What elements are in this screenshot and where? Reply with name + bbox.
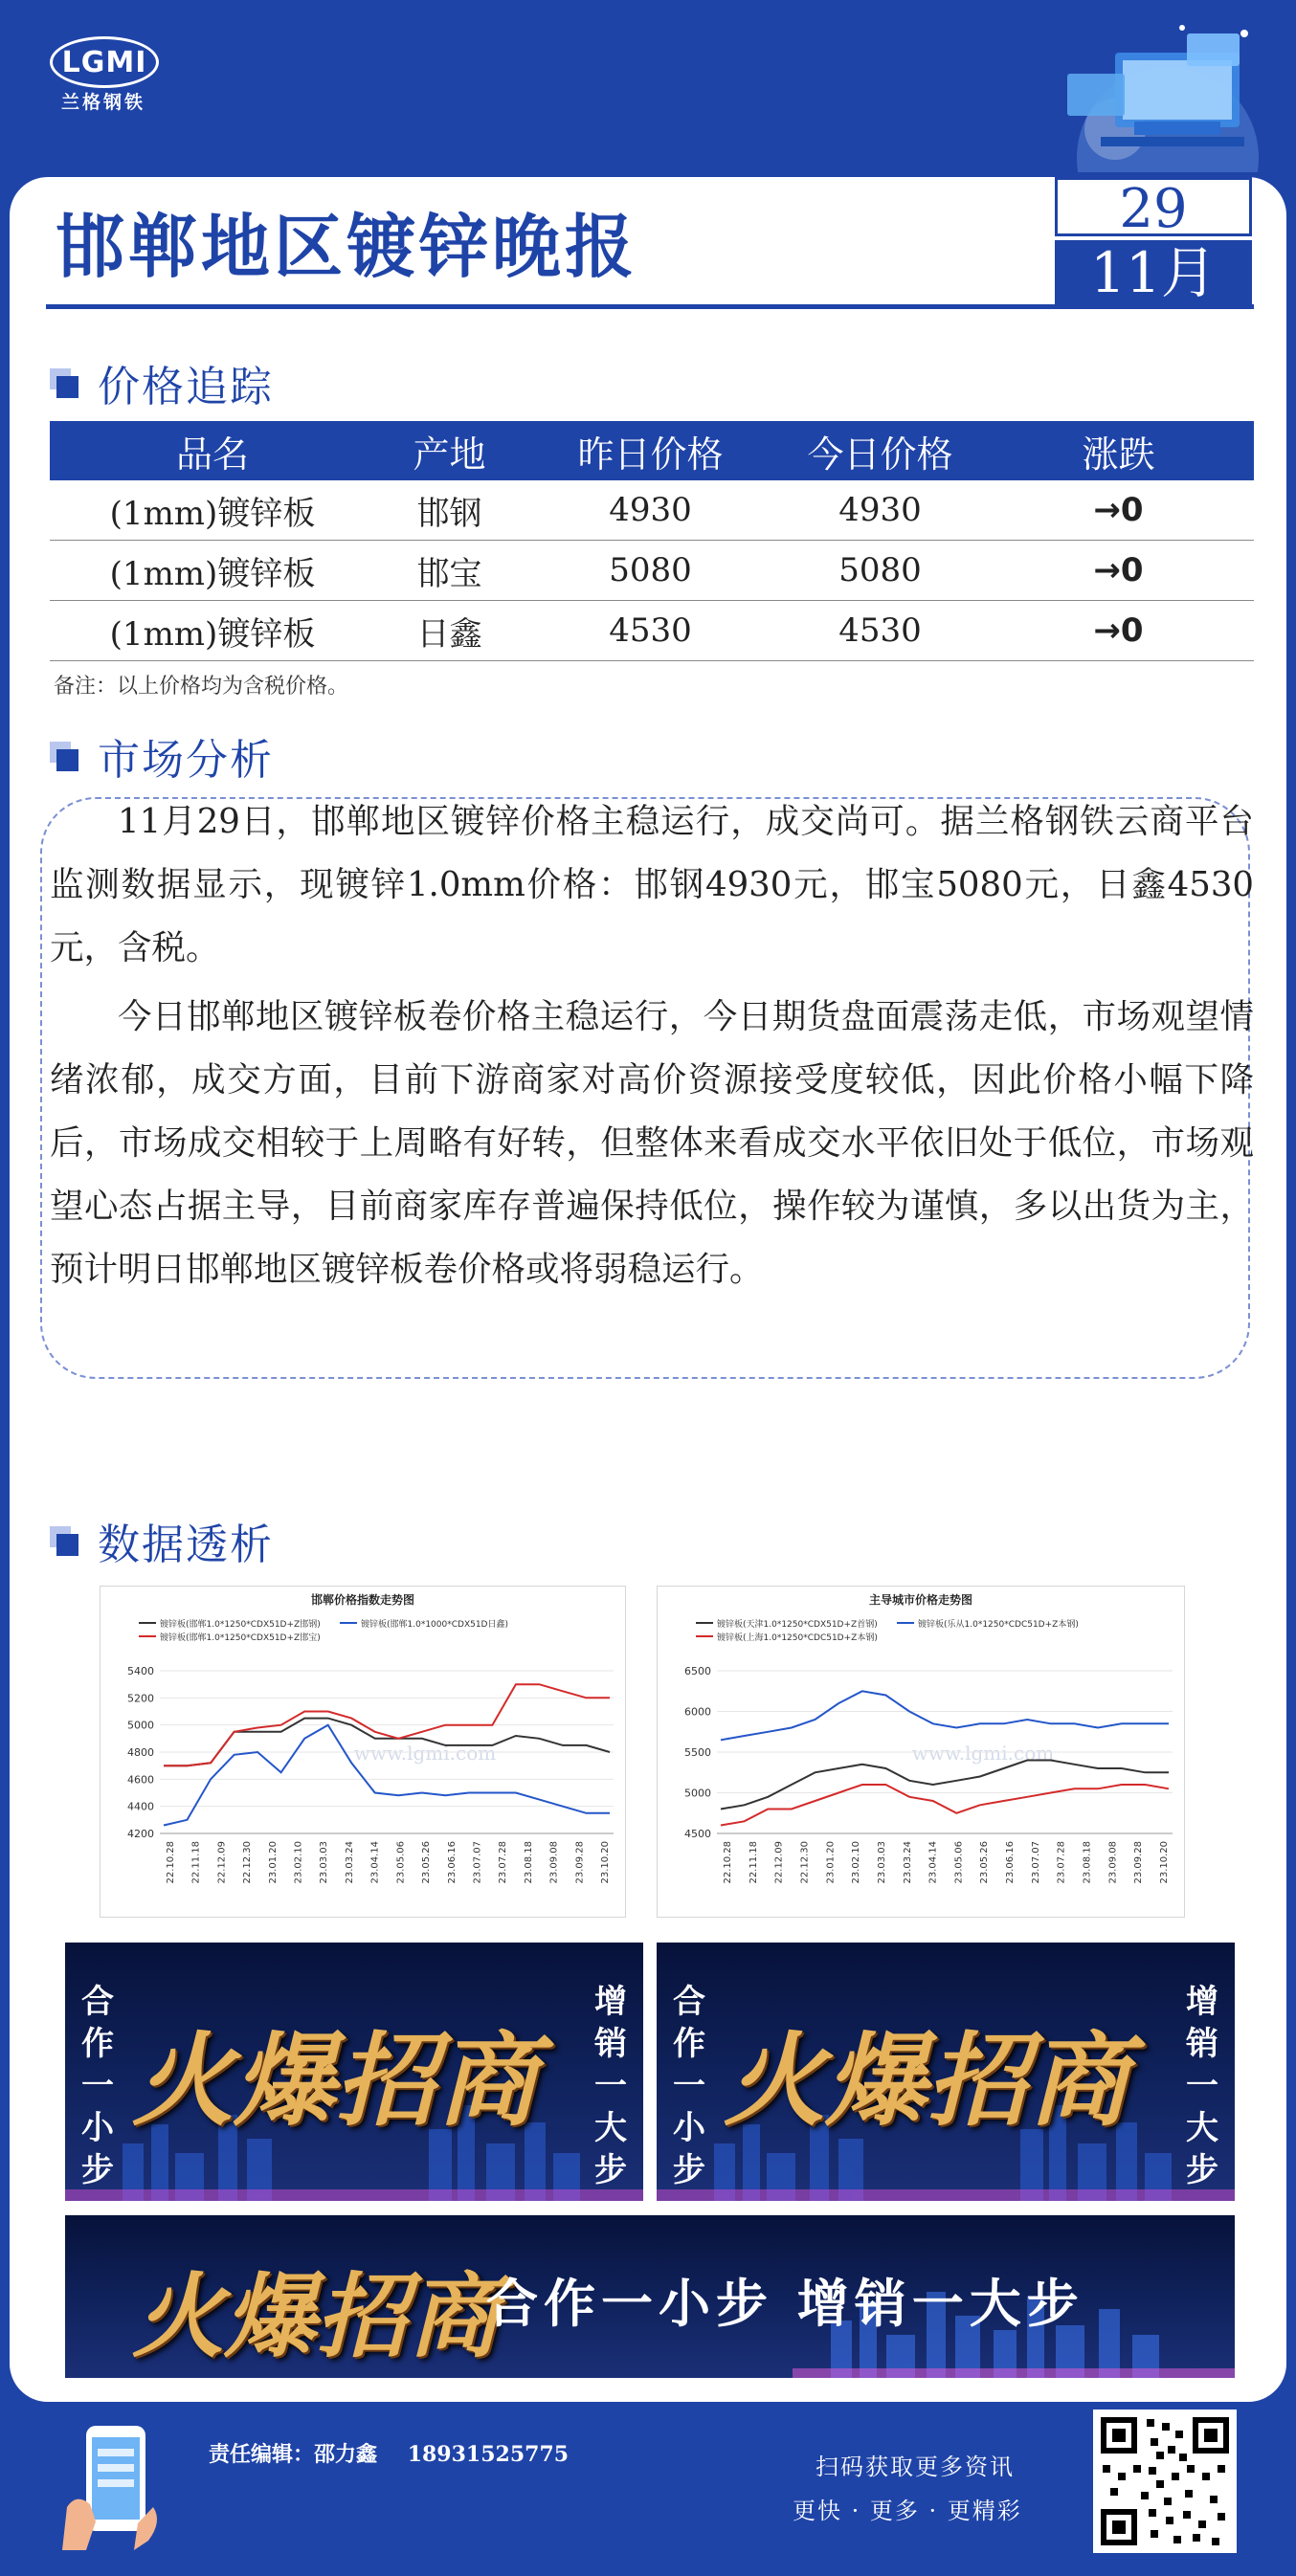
phone-hand-icon xyxy=(57,2416,172,2560)
cell-change: →0 xyxy=(983,480,1254,541)
y-tick-label: 4800 xyxy=(127,1746,154,1759)
x-tick-label: 23.02.10 xyxy=(293,1841,304,1884)
brand-subtitle: 兰格钢铁 xyxy=(60,92,145,113)
x-tick-label: 23.03.24 xyxy=(902,1841,913,1884)
chart-major-cities-price xyxy=(658,1587,1184,1917)
section-square-icon xyxy=(50,742,78,770)
x-tick-label: 23.10.20 xyxy=(1159,1841,1170,1884)
x-tick-label: 23.09.28 xyxy=(1133,1841,1145,1884)
footer-scan-text: 扫码获取更多资讯 xyxy=(816,2454,1015,2480)
legend-label: 镀锌板(上海1.0*1250*CDC51D+Z本钢) xyxy=(717,1633,878,1643)
col-header-change: 涨跌 xyxy=(983,421,1254,480)
x-tick-label: 22.12.30 xyxy=(242,1841,254,1884)
y-tick-label: 5000 xyxy=(684,1787,711,1800)
banner-headline: 火爆招商 xyxy=(132,2020,538,2140)
chart-watermark: www.lgmi.com xyxy=(911,1742,1055,1765)
x-tick-label: 23.01.20 xyxy=(267,1841,279,1884)
cell-change: →0 xyxy=(983,601,1254,661)
cell-name: (1mm)镀锌板 xyxy=(50,601,375,661)
cell-origin: 邯钢 xyxy=(375,480,524,541)
x-tick-label: 23.07.07 xyxy=(1030,1841,1041,1884)
x-tick-label: 23.03.03 xyxy=(319,1841,330,1884)
x-tick-label: 23.06.16 xyxy=(446,1841,458,1884)
x-tick-label: 23.03.24 xyxy=(344,1841,355,1884)
promo-banner-right[interactable] xyxy=(657,1943,1235,2201)
y-tick-label: 4200 xyxy=(127,1828,154,1840)
promo-banner-wide[interactable] xyxy=(65,2215,1235,2378)
legend-label: 镀锌板(乐从1.0*1250*CDC51D+Z本钢) xyxy=(918,1620,1079,1630)
x-tick-label: 23.05.06 xyxy=(395,1841,407,1884)
table-row xyxy=(50,541,1254,601)
banner-right-vertical-text: 增销一大步 xyxy=(1186,1983,1218,2189)
x-tick-label: 22.12.09 xyxy=(216,1841,228,1884)
legend-label: 镀锌板(天津1.0*1250*CDX51D+Z首钢) xyxy=(717,1620,878,1630)
col-header-yesterday: 昨日价格 xyxy=(524,421,777,480)
section-square-icon xyxy=(50,368,78,397)
section-square-icon xyxy=(50,1526,78,1555)
x-tick-label: 23.08.18 xyxy=(1082,1841,1093,1884)
chart-card-cities xyxy=(657,1586,1185,1918)
section-title-analysis: 市场分析 xyxy=(98,736,274,785)
x-tick-label: 23.05.06 xyxy=(953,1841,965,1884)
y-tick-label: 5000 xyxy=(127,1719,154,1732)
wide-banner-slogan: 合作一小步 增销一大步 xyxy=(486,2274,1084,2334)
cell-origin: 日鑫 xyxy=(375,601,524,661)
series-line xyxy=(721,1691,1169,1740)
cell-yesterday: 5080 xyxy=(524,541,777,601)
section-heading-data xyxy=(50,1510,274,1571)
banner-left-vertical-text: 合作一小步 xyxy=(673,1983,705,2189)
x-tick-label: 23.09.08 xyxy=(548,1841,560,1884)
cell-change: →0 xyxy=(983,541,1254,601)
cell-yesterday: 4530 xyxy=(524,601,777,661)
cell-today: 5080 xyxy=(777,541,983,601)
x-tick-label: 23.01.20 xyxy=(825,1841,837,1884)
section-heading-analysis xyxy=(50,725,274,787)
date-month: 11月 xyxy=(1055,240,1252,305)
legend-label: 镀锌板(邯郸1.0*1250*CDX51D+Z邯宝) xyxy=(160,1633,321,1643)
cell-yesterday: 4930 xyxy=(524,480,777,541)
cell-origin: 邯宝 xyxy=(375,541,524,601)
y-tick-label: 5200 xyxy=(127,1692,154,1705)
x-tick-label: 22.11.18 xyxy=(190,1841,202,1884)
section-title-price: 价格追踪 xyxy=(98,363,274,411)
cell-name: (1mm)镀锌板 xyxy=(50,480,375,541)
x-tick-label: 23.05.26 xyxy=(421,1841,433,1884)
footer-phone: 18931525775 xyxy=(407,2442,570,2467)
banner-headline: 火爆招商 xyxy=(724,2020,1129,2140)
y-tick-label: 5400 xyxy=(127,1665,154,1677)
x-tick-label: 22.10.28 xyxy=(723,1841,733,1884)
y-tick-label: 4500 xyxy=(684,1828,711,1840)
chart-card-handan xyxy=(100,1586,626,1918)
promo-banner-left[interactable] xyxy=(65,1943,643,2201)
date-day: 29 xyxy=(1055,177,1252,236)
price-table xyxy=(50,421,1254,661)
x-tick-label: 23.06.16 xyxy=(1005,1841,1017,1884)
x-tick-label: 23.05.26 xyxy=(979,1841,991,1884)
x-tick-label: 23.03.03 xyxy=(876,1841,887,1884)
x-tick-label: 23.09.28 xyxy=(574,1841,586,1884)
analysis-paragraph-1: 11月29日，邯郸地区镀锌价格主稳运行，成交尚可。据兰格钢铁云商平台监测数据显示，现镀锌1.0mm价格：邯钢4930元，邯宝5080元，日鑫4530元，含税。 xyxy=(50,802,1254,967)
price-note: 备注：以上价格均为含税价格。 xyxy=(54,675,349,699)
footer-editor xyxy=(209,2438,569,2468)
x-tick-label: 22.12.30 xyxy=(799,1841,811,1884)
table-header-row xyxy=(50,421,1254,480)
col-header-today: 今日价格 xyxy=(777,421,983,480)
cell-today: 4930 xyxy=(777,480,983,541)
x-tick-label: 23.07.07 xyxy=(472,1841,483,1884)
x-tick-label: 23.08.18 xyxy=(523,1841,534,1884)
table-row xyxy=(50,601,1254,661)
x-tick-label: 22.12.09 xyxy=(773,1841,785,1884)
legend-label: 镀锌板(邯郸1.0*1000*CDX51D日鑫) xyxy=(361,1620,509,1630)
y-tick-label: 5500 xyxy=(684,1746,711,1759)
y-tick-label: 6500 xyxy=(684,1665,711,1677)
tech-decoration-icon xyxy=(1010,14,1263,172)
x-tick-label: 23.04.14 xyxy=(369,1841,381,1884)
legend-label: 镀锌板(邯郸1.0*1250*CDX51D+Z邯钢) xyxy=(160,1620,321,1630)
x-tick-label: 22.10.28 xyxy=(166,1841,176,1884)
series-line xyxy=(721,1785,1169,1826)
banner-left-vertical-text: 合作一小步 xyxy=(81,1983,114,2189)
cell-name: (1mm)镀锌板 xyxy=(50,541,375,601)
series-line xyxy=(721,1761,1169,1810)
qr-code-icon[interactable] xyxy=(1093,2409,1237,2553)
table-row xyxy=(50,480,1254,541)
footer-tagline: 更快 · 更多 · 更精彩 xyxy=(793,2498,1022,2524)
banner-right-vertical-text: 增销一大步 xyxy=(594,1983,627,2189)
wide-banner-headline: 火爆招商 xyxy=(132,2262,500,2370)
analysis-paragraph-2: 今日邯郸地区镀锌板卷价格主稳运行，今日期货盘面震荡走低，市场观望情绪浓郁，成交方面，目前下游商家对高价资源接受度较低，因此价格小幅下降后，市场成交相较于上周略有好转，但整体来看成交水平依旧处于低位，市场观望心态占据主导，目前商家库存普遍保持低位，操作较为谨慎，多以出货为主，预计明日邯郸地区镀锌板卷价格或将弱稳运行。 xyxy=(50,997,1254,1289)
x-tick-label: 23.07.28 xyxy=(498,1841,509,1884)
section-title-data: 数据透析 xyxy=(98,1521,274,1569)
x-tick-label: 23.09.08 xyxy=(1107,1841,1119,1884)
section-heading-price xyxy=(50,352,274,413)
x-tick-label: 23.04.14 xyxy=(927,1841,939,1884)
page-title: 邯郸地区镀锌晚报 xyxy=(56,206,638,287)
y-tick-label: 4400 xyxy=(127,1800,154,1813)
chart-handan-price-index xyxy=(101,1587,625,1917)
chart-title: 主导城市价格走势图 xyxy=(868,1593,973,1607)
cell-today: 4530 xyxy=(777,601,983,661)
x-tick-label: 23.10.20 xyxy=(600,1841,611,1884)
x-tick-label: 23.07.28 xyxy=(1056,1841,1067,1884)
col-header-name: 品名 xyxy=(50,421,375,480)
brand-logo-text: LGMI xyxy=(61,45,147,79)
chart-title: 邯郸价格指数走势图 xyxy=(310,1593,415,1607)
brand-logo xyxy=(50,36,159,88)
col-header-origin: 产地 xyxy=(375,421,524,480)
x-tick-label: 22.11.18 xyxy=(748,1841,759,1884)
footer-editor-label: 责任编辑：邵力鑫 xyxy=(209,2442,378,2467)
x-tick-label: 23.02.10 xyxy=(851,1841,862,1884)
chart-watermark: www.lgmi.com xyxy=(353,1742,497,1765)
y-tick-label: 4600 xyxy=(127,1773,154,1787)
y-tick-label: 6000 xyxy=(684,1705,711,1719)
